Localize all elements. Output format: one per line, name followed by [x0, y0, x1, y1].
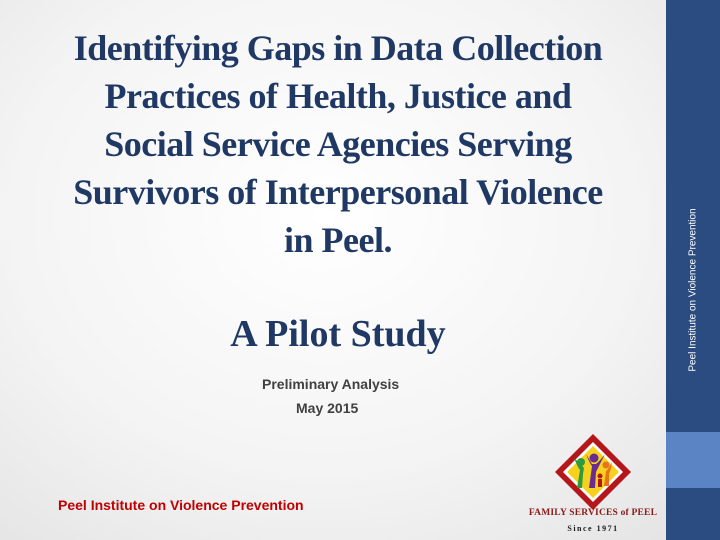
sidebar-band	[666, 0, 720, 540]
preliminary-label: Preliminary Analysis	[262, 376, 400, 392]
family-services-logo	[526, 432, 660, 538]
date-label: May 2015	[296, 400, 359, 416]
slide-title	[18, 24, 658, 264]
title-line: Identifying Gaps in Data Collection	[73, 28, 603, 68]
footer-organization: Peel Institute on Violence Prevention	[58, 497, 304, 513]
sidebar-bottom-block	[666, 488, 720, 540]
sidebar-accent-block	[666, 432, 720, 488]
title-line: in Peel.	[284, 220, 392, 260]
title-line: Practices of Health, Justice and	[104, 76, 572, 116]
title-line: Social Service Agencies Serving	[104, 124, 572, 164]
sidebar-vertical-text: Peel Institute on Violence Prevention	[687, 208, 699, 372]
logo-org-name: FAMILY SERVICES of PEEL	[528, 508, 658, 518]
title-line: Survivors of Interpersonal Violence	[73, 172, 603, 212]
logo-since-text: Since 1971	[567, 524, 619, 533]
logo-emblem-icon	[526, 432, 660, 510]
slide-subtitle: A Pilot Study	[230, 313, 446, 355]
